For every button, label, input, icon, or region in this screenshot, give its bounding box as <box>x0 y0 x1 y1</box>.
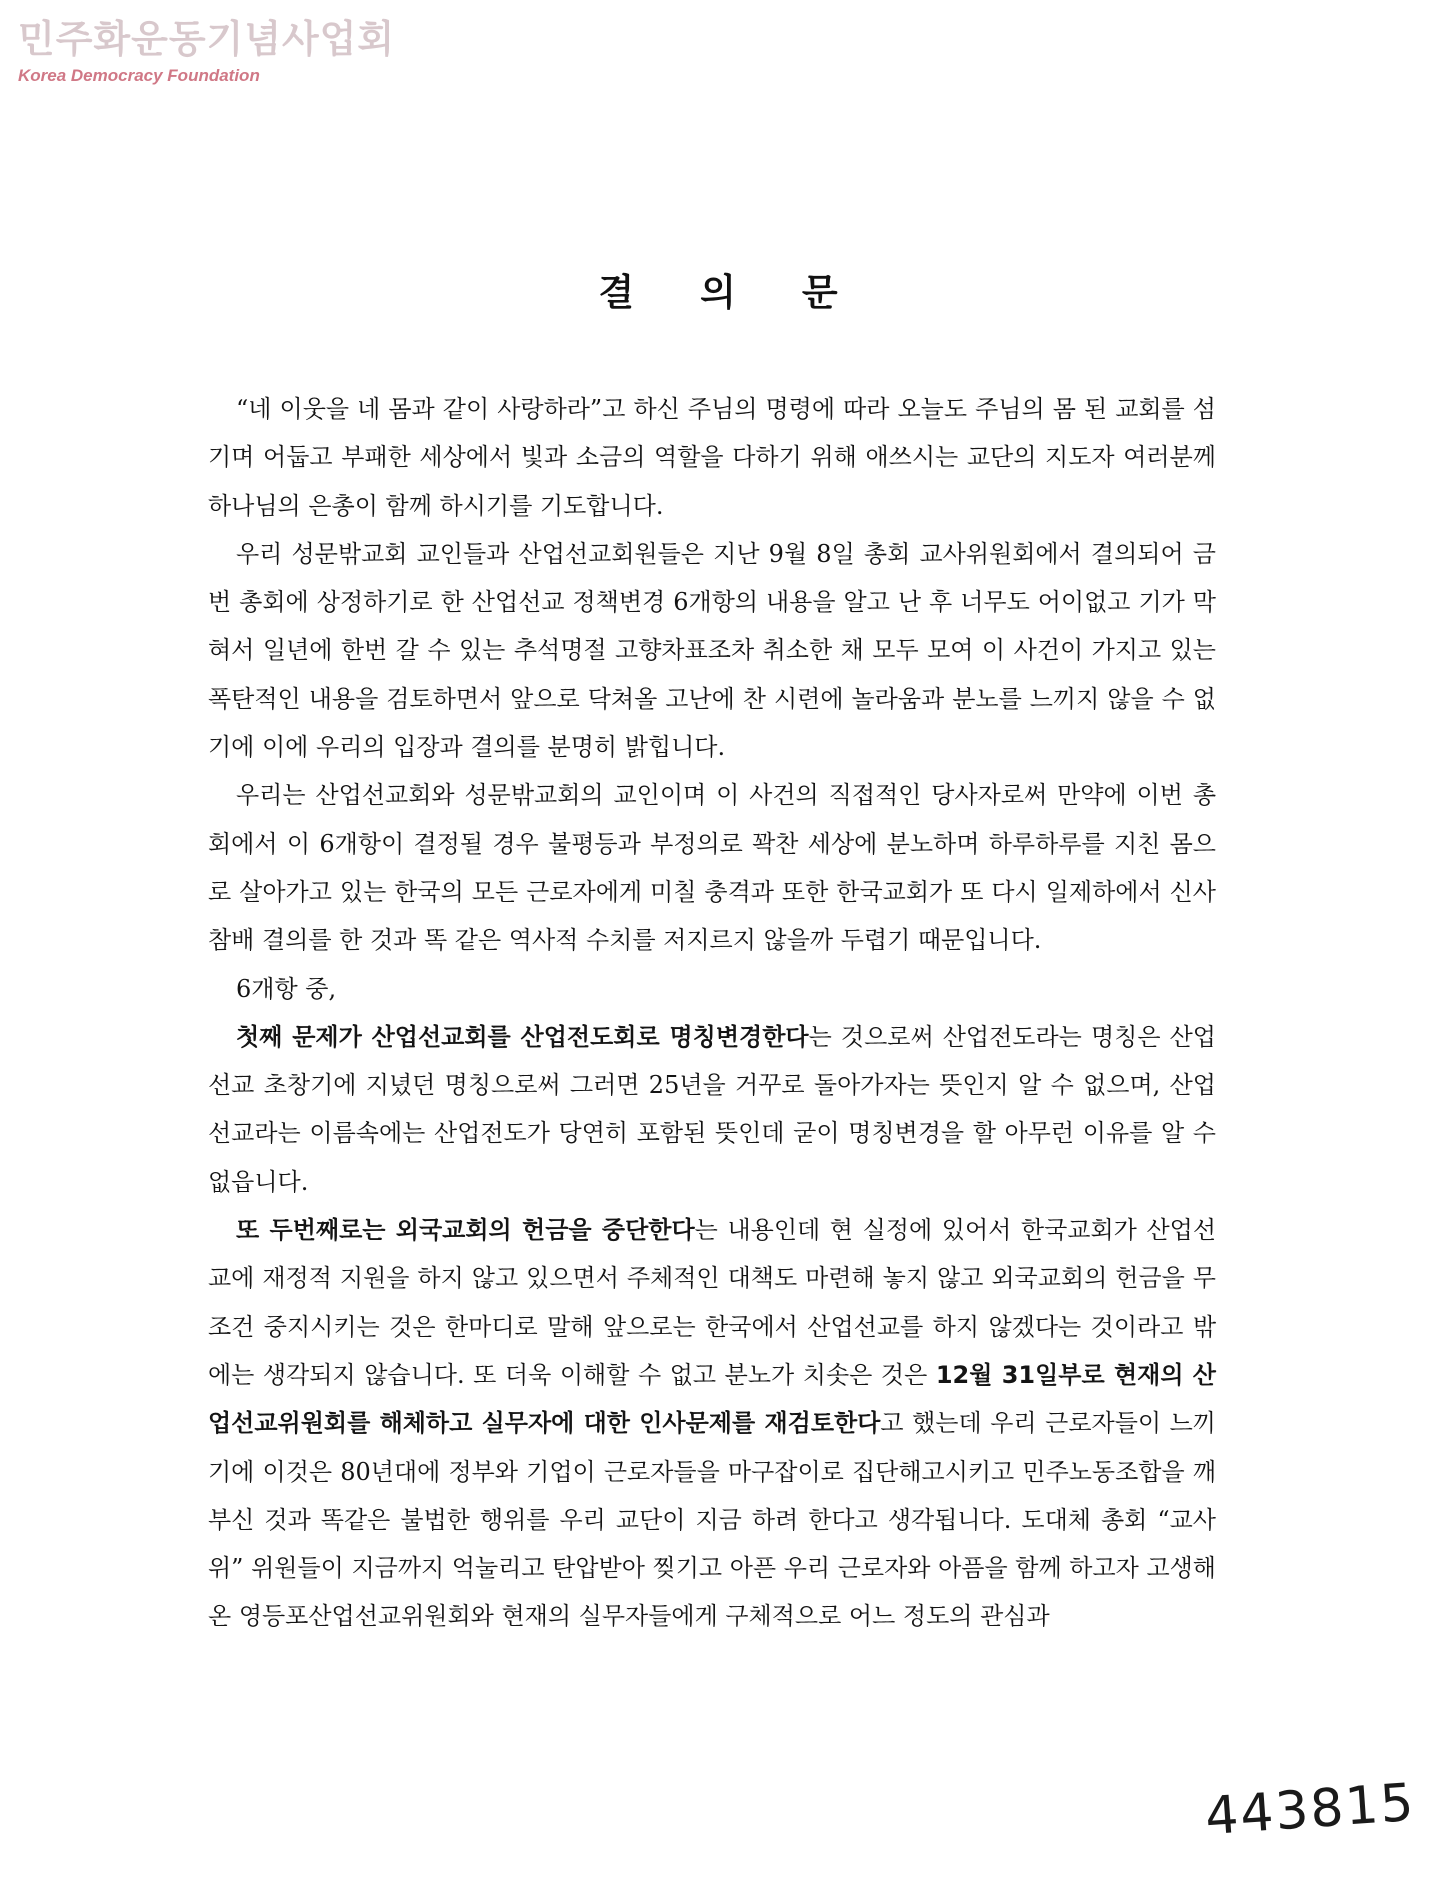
paragraph <box>208 1013 1216 1206</box>
paragraph-text: 는 내용인데 현 실정에 있어서 한국교회가 산업선교에 재정적 지원을 하지 않고 있으면서 주체적인 대책도 마련해 놓지 않고 외국교회의 헌금을 무조건 중지시키는 것은 한마디로 말해 앞으로는 한국에서 산업선교를 하지 않겠다는 것이라고 밖에는 생각되지 않습니다. 또 더욱 이해할 수 없고 분노가 치솟은 것은 <box>208 1216 1217 1389</box>
handwritten-archive-number: 443815 <box>1203 1772 1418 1848</box>
paragraph-text: “네 이웃을 네 몸과 같이 사랑하라”고 하신 주님의 명령에 따라 오늘도 주님의 몸 된 교회를 섬기며 어둡고 부패한 세상에서 빛과 소금의 역할을 다하기 위해 애쓰시는 교단의 지도자 여러분께 하나님의 은총이 함께 하시기를 기도합니다. <box>208 395 1216 520</box>
foundation-watermark <box>18 17 396 86</box>
document-title: 결의문 <box>598 271 904 314</box>
emphasized-text: 또 두번째로는 외국교회의 헌금을 중단한다 <box>236 1216 695 1245</box>
paragraph <box>208 965 1216 1013</box>
paragraph-text: 는 것으로써 산업전도라는 명칭은 산업선교 초창기에 지녔던 명칭으로써 그러면 25년을 거꾸로 돌아가자는 뜻인지 알 수 없으며, 산업선교라는 이름속에는 산업전도가 당연히 포함된 뜻인데 굳이 명칭변경을 할 아무런 이유를 알 수 없읍니다. <box>208 1022 1216 1196</box>
paragraph-text: 우리 성문밖교회 교인들과 산업선교회원들은 지난 9월 8일 총회 교사위원회에서 결의되어 금번 총회에 상정하기로 한 산업선교 정책변경 6개항의 내용을 알고 난 후 너무도 어이없고 기가 막혀서 일년에 한번 갈 수 있는 추석명절 고향차표조차 취소한 채 모두 모여 이 사건이 가지고 있는 폭탄적인 내용을 검토하면서 앞으로 닥쳐올 고난에 찬 시련에 놀라움과 분노를 느끼지 않을 수 없기에 이에 우리의 입장과 결의를 분명히 밝힙니다. <box>208 539 1216 762</box>
document-body <box>208 385 1216 1641</box>
emphasized-text: 12월 31일부로 현재의 산업선교위원회를 해체하고 실무자에 대한 인사문제를 재검토한다 <box>208 1360 1216 1438</box>
paragraph <box>208 771 1216 964</box>
emphasized-text: 첫째 문제가 산업선교회를 산업전도회로 명칭변경한다 <box>236 1022 809 1051</box>
paragraph <box>208 385 1216 530</box>
paragraph-text: 고 했는데 우리 근로자들이 느끼기에 이것은 80년대에 정부와 기업이 근로자들을 마구잡이로 집단해고시키고 민주노동조합을 깨부신 것과 똑같은 불법한 행위를 우리 교단이 지금 하려 한다고 생각됩니다. 도대체 총회 “교사위” 위원들이 지금까지 억눌리고 탄압받아 찢기고 아픈 우리 근로자와 아픔을 함께 하고자 고생해 온 영등포산업선교위원회와 현재의 실무자들에게 구체적으로 어느 정도의 관심과 <box>208 1409 1216 1631</box>
paragraph <box>208 1206 1216 1641</box>
paragraph-text: 우리는 산업선교회와 성문밖교회의 교인이며 이 사건의 직접적인 당사자로써 만약에 이번 총회에서 이 6개항이 결정될 경우 불평등과 부정의로 꽉찬 세상에 분노하며 하루하루를 지친 몸으로 살아가고 있는 한국의 모든 근로자에게 미칠 충격과 또한 한국교회가 또 다시 일제하에서 신사참배 결의를 한 것과 똑 같은 역사적 수치를 저지르지 않을까 두렵기 때문입니다. <box>208 781 1216 955</box>
paragraph-text: 6개항 중, <box>236 974 337 1003</box>
watermark-korean: 민주화운동기념사업회 <box>18 17 396 61</box>
watermark-english: Korea Democracy Foundation <box>18 66 260 85</box>
paragraph <box>208 530 1216 771</box>
